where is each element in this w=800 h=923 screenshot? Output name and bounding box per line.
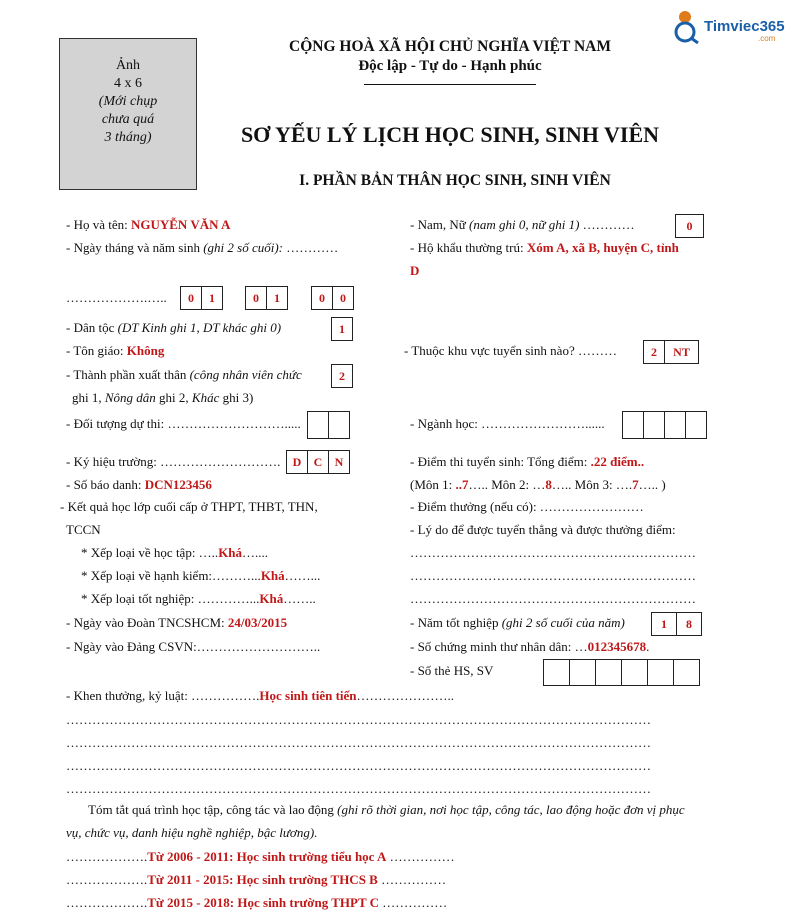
union-date-value: 24/03/2015 xyxy=(227,615,288,630)
area-field: - Thuộc khu vực tuyển sinh nào? ……… xyxy=(404,343,617,358)
motto-underline xyxy=(364,84,536,85)
major-field: - Ngành học: ……………………...... xyxy=(410,416,605,431)
party-date-field: - Ngày vào Đảng CSVN:……………………….. xyxy=(66,639,321,654)
dob-box: 0 xyxy=(180,286,202,310)
ethnic-box: 1 xyxy=(331,317,353,341)
area-boxes xyxy=(643,340,699,364)
name-field: - Họ và tên: NGUYỄN VĂN A xyxy=(66,217,231,232)
residence-value: Xóm A, xã B, huyện C, tỉnh xyxy=(526,240,679,255)
rewards-dots-line: ……………………………………………………………………………………………………………………… xyxy=(66,758,651,773)
student-card-box xyxy=(543,659,570,686)
reason-dots: ………………………………………………………… xyxy=(410,591,696,606)
subject-scores: (Môn 1: ..7….. Môn 2: …8….. Môn 3: ….7….. ) xyxy=(410,477,666,492)
dob-year-boxes xyxy=(311,286,354,310)
graduation-rank-value: Khá xyxy=(259,591,284,606)
photo-placeholder xyxy=(59,38,197,190)
reason-dots: ………………………………………………………… xyxy=(410,545,696,560)
graduation-year-field: - Năm tốt nghiệp (ghi 2 số cuối của năm) xyxy=(410,615,625,630)
residence-field: - Hộ khẩu thường trú: Xóm A, xã B, huyện C, tỉnh xyxy=(410,240,679,255)
origin-field: - Thành phần xuất thân (công nhân viên chức xyxy=(66,367,302,382)
dob-day-boxes xyxy=(180,286,223,310)
dob-month-boxes xyxy=(245,286,288,310)
reason-field: - Lý do để được tuyển thẳng và được thưởng điểm: xyxy=(410,522,676,537)
photo-label: Ảnh xyxy=(115,58,141,73)
residence-value-cont: D xyxy=(410,263,420,278)
summary-item-text: Từ 2006 - 2011: Học sinh trường tiểu học A xyxy=(147,849,387,864)
rewards-field: - Khen thưởng, kỷ luật: …………….Học sinh tiên tiến………………….. xyxy=(66,688,455,703)
union-date-field: - Ngày vào Đoàn TNCSHCM: 24/03/2015 xyxy=(66,615,288,630)
rewards-dots-line: ……………………………………………………………………………………………………………………… xyxy=(66,781,651,796)
gender-box: 0 xyxy=(675,214,704,238)
score-value: .22 điểm.. xyxy=(590,454,645,469)
final-result-field-cont: TCCN xyxy=(66,522,101,537)
student-card-box xyxy=(647,659,674,686)
dob-box: 0 xyxy=(311,286,333,310)
ethnic-field: - Dân tộc (DT Kinh ghi 1, DT khác ghi 0) xyxy=(66,320,282,335)
religion-value: Không xyxy=(126,343,165,358)
exam-object-box xyxy=(328,411,350,439)
exam-object-field: - Đối tượng dự thi: ………………………..... xyxy=(66,416,301,431)
major-box xyxy=(685,411,707,439)
origin-field-cont: ghi 1, Nông dân ghi 2, Khác ghi 3) xyxy=(72,390,254,405)
subject3-score: 7 xyxy=(632,477,639,492)
bonus-field: - Điểm thưởng (nếu có): …………………… xyxy=(410,499,644,514)
school-code-box: N xyxy=(328,450,350,474)
gender-field: - Nam, Nữ (nam ghi 0, nữ ghi 1) ………… xyxy=(410,217,635,232)
student-card-box xyxy=(569,659,596,686)
student-card-boxes xyxy=(543,659,700,686)
study-rank-field: * Xếp loại về học tập: …..Khá….... xyxy=(81,545,269,560)
summary-item: ……………….Từ 2011 - 2015: Học sinh trường THCS B …………… xyxy=(66,872,447,887)
area-box: NT xyxy=(664,340,699,364)
photo-size: 4 x 6 xyxy=(114,76,142,91)
gender-boxes xyxy=(675,214,704,238)
id-number-value: 012345678 xyxy=(587,639,647,654)
dob-box: 1 xyxy=(266,286,288,310)
section-title: I. PHẦN BẢN THÂN HỌC SINH, SINH VIÊN xyxy=(299,172,611,189)
exam-object-boxes xyxy=(307,411,350,439)
graduation-year-box: 1 xyxy=(651,612,677,636)
major-boxes xyxy=(622,411,707,439)
dob-box: 0 xyxy=(245,286,267,310)
area-box: 2 xyxy=(643,340,665,364)
school-code-box: D xyxy=(286,450,308,474)
summary-intro-cont: vụ, chức vụ, danh hiệu nghề nghiệp, bậc lương). xyxy=(66,825,318,840)
summary-item-text: Từ 2011 - 2015: Học sinh trường THCS B xyxy=(147,872,378,887)
summary-item: ……………….Từ 2015 - 2018: Học sinh trường THPT C …………… xyxy=(66,895,448,910)
final-result-field: - Kết quả học lớp cuối cấp ở THPT, THBT, THN, xyxy=(60,499,318,514)
dob-box: 0 xyxy=(332,286,354,310)
graduation-rank-field: * Xếp loại tốt nghiệp: …………...Khá…….. xyxy=(81,591,316,606)
major-box xyxy=(643,411,665,439)
exam-object-box xyxy=(307,411,329,439)
summary-intro: Tóm tắt quá trình học tập, công tác và lao động (ghi rõ thời gian, nơi học tập, công tác, lao động hoặc đơn vị phục xyxy=(88,802,685,817)
dob-box: 1 xyxy=(201,286,223,310)
school-code-field: - Ký hiệu trường: ………………………. xyxy=(66,454,281,469)
conduct-rank-field: * Xếp loại về hạnh kiểm:………...Khá……... xyxy=(81,568,321,583)
subject2-score: 8 xyxy=(545,477,552,492)
conduct-rank-value: Khá xyxy=(260,568,285,583)
summary-item-text: Từ 2015 - 2018: Học sinh trường THPT C xyxy=(147,895,380,910)
name-value: NGUYỄN VĂN A xyxy=(130,217,231,232)
study-rank-value: Khá xyxy=(218,545,243,560)
school-code-box: C xyxy=(307,450,329,474)
logo-suffix: .com xyxy=(758,34,776,43)
graduation-year-box: 8 xyxy=(676,612,702,636)
rewards-dots-line: ……………………………………………………………………………………………………………………… xyxy=(66,735,651,750)
candidate-number-field: - Số báo danh: DCN123456 xyxy=(66,477,212,492)
student-card-box xyxy=(673,659,700,686)
photo-note: (Mới chụp xyxy=(98,94,158,109)
dob-field: - Ngày tháng và năm sinh (ghi 2 số cuối): ………… xyxy=(66,240,339,255)
major-box xyxy=(622,411,644,439)
major-box xyxy=(664,411,686,439)
id-number-field: - Số chứng minh thư nhân dân: …012345678. xyxy=(410,639,650,654)
motto-heading: Độc lập - Tự do - Hạnh phúc xyxy=(358,58,542,74)
candidate-number-value: DCN123456 xyxy=(144,477,212,492)
origin-box: 2 xyxy=(331,364,353,388)
religion-field: - Tôn giáo: Không xyxy=(66,343,165,358)
rewards-dots-line: ……………………………………………………………………………………………………………………… xyxy=(66,712,651,727)
document-title: SƠ YẾU LÝ LỊCH HỌC SINH, SINH VIÊN xyxy=(240,122,660,147)
school-code-boxes xyxy=(286,450,350,474)
ethnic-boxes xyxy=(331,317,353,341)
graduation-year-boxes xyxy=(651,612,702,636)
country-heading: CỘNG HOÀ XÃ HỘI CHỦ NGHĨA VIỆT NAM xyxy=(289,38,611,55)
summary-item: ……………….Từ 2006 - 2011: Học sinh trường tiểu học A …………… xyxy=(66,849,455,864)
photo-note: 3 tháng) xyxy=(104,130,152,145)
logo-name: Timviec365 xyxy=(704,18,785,35)
rewards-value: Học sinh tiên tiến xyxy=(259,688,357,703)
subject1-score: ..7 xyxy=(455,477,469,492)
student-card-field: - Số thẻ HS, SV xyxy=(410,663,494,678)
student-card-box xyxy=(595,659,622,686)
dob-dots: ……………….….. xyxy=(66,290,167,305)
student-card-box xyxy=(621,659,648,686)
photo-note: chưa quá xyxy=(101,112,155,127)
score-field: - Điểm thi tuyển sinh: Tổng điểm: .22 điểm.. xyxy=(410,454,645,469)
reason-dots: ………………………………………………………… xyxy=(410,568,696,583)
origin-boxes xyxy=(331,364,353,388)
